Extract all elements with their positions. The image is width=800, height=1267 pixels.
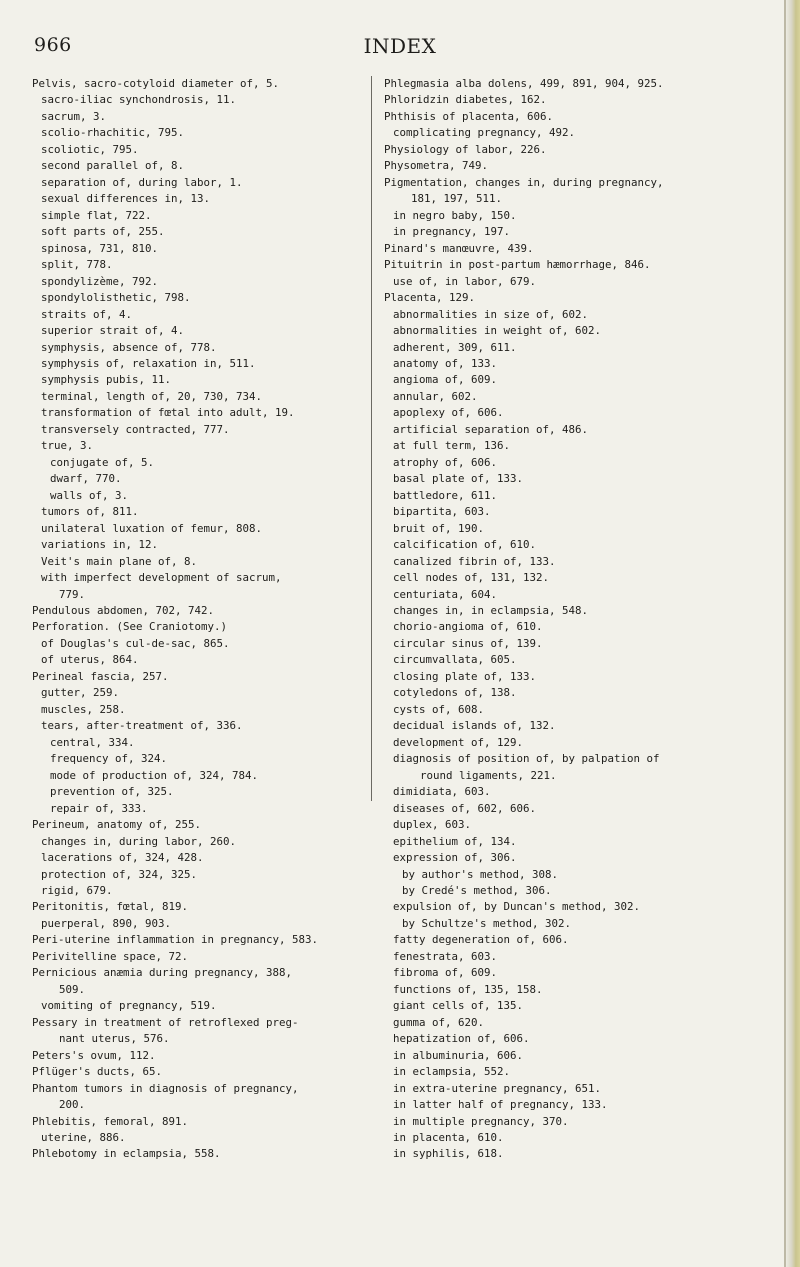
index-entry: unilateral luxation of femur, 808. (41, 521, 263, 535)
index-entry: 509. (59, 982, 86, 996)
index-entry: symphysis, absence of, 778. (41, 340, 217, 354)
index-entry: circumvallata, 605. (393, 653, 517, 667)
index-entry: battledore, 611. (393, 488, 498, 502)
index-entry: Perivitelline space, 72. (32, 949, 189, 963)
index-entry: 200. (59, 1098, 86, 1112)
index-entry: centuriata, 604. (393, 587, 498, 601)
index-entry: fenestrata, 603. (393, 949, 498, 963)
index-entry: variations in, 12. (41, 538, 159, 552)
index-entry: in albuminuria, 606. (393, 1048, 524, 1062)
index-entry: complicating pregnancy, 492. (393, 126, 576, 140)
index-entry: changes in, in eclampsia, 548. (393, 604, 589, 617)
index-entry: Physiology of labor, 226. (384, 142, 547, 156)
index-column-left (32, 76, 372, 1163)
index-entry: circular sinus of, 139. (393, 636, 543, 650)
index-entry: 181, 197, 511. (411, 192, 503, 206)
index-entry: angioma of, 609. (393, 373, 498, 387)
index-entry: anatomy of, 133. (393, 356, 498, 370)
index-entry: atrophy of, 606. (393, 455, 498, 469)
index-entry: in syphilis, 618. (393, 1147, 504, 1161)
index-entry: tumors of, 811. (41, 505, 139, 519)
index-entry: cysts of, 608. (393, 702, 485, 716)
index-entry: basal plate of, 133. (393, 472, 524, 486)
index-entry: in negro baby, 150. (393, 208, 517, 222)
index-entry: annular, 602. (393, 389, 478, 403)
index-entry: cotyledons of, 138. (393, 686, 517, 700)
index-entry: fatty degeneration of, 606. (393, 933, 569, 947)
index-entry: closing plate of, 133. (393, 669, 537, 683)
index-entry: scolio-rhachitic, 795. (41, 126, 185, 140)
index-entry: in pregnancy, 197. (393, 225, 511, 239)
index-entry: Phlegmasia alba dolens, 499, 891, 904, 925. (384, 77, 664, 90)
index-entry: vomiting of pregnancy, 519. (41, 999, 217, 1013)
index-entry: use of, in labor, 679. (393, 274, 537, 288)
index-entry: scoliotic, 795. (41, 142, 139, 156)
index-entry: calcification of, 610. (393, 538, 537, 552)
index-entry: dwarf, 770. (50, 472, 122, 486)
index-entry: giant cells of, 135. (393, 999, 524, 1013)
index-entry: apoplexy of, 606. (393, 406, 504, 420)
index-entry: prevention of, 325. (50, 785, 174, 799)
index-entry: Veit's main plane of, 8. (41, 554, 198, 568)
index-entry: changes in, during labor, 260. (41, 834, 237, 848)
index-entry: separation of, during labor, 1. (41, 175, 243, 189)
index-entry: Phthisis of placenta, 606. (384, 109, 554, 123)
index-entry: tears, after-treatment of, 336. (41, 719, 243, 733)
index-entry: in extra-uterine pregnancy, 651. (393, 1081, 602, 1095)
page-header (0, 34, 800, 64)
index-entry: Pelvis, sacro-cotyloid diameter of, 5. (32, 77, 280, 90)
index-entry: true, 3. (41, 439, 94, 453)
index-entry: duplex, 603. (393, 818, 472, 832)
index-entry: in placenta, 610. (393, 1131, 504, 1144)
index-entry: Peters's ovum, 112. (32, 1048, 156, 1062)
index-entry: Phlebotomy in eclampsia, 558. (32, 1147, 221, 1161)
page-binding-edge (786, 0, 800, 1267)
index-entry: symphysis of, relaxation in, 511. (41, 356, 256, 370)
index-entry: Placenta, 129. (384, 291, 476, 305)
index-entry: in multiple pregnancy, 370. (393, 1114, 569, 1128)
index-entry: terminal, length of, 20, 730, 734. (41, 389, 263, 403)
index-entry: dimidiata, 603. (393, 785, 491, 799)
index-entry: Pernicious anæmia during pregnancy, 388, (32, 966, 293, 980)
index-entry: Pendulous abdomen, 702, 742. (32, 604, 215, 617)
index-entry: abnormalities in weight of, 602. (393, 324, 602, 338)
index-column-right (384, 76, 734, 1163)
index-entry: frequency of, 324. (50, 752, 168, 766)
index-entry: Perineum, anatomy of, 255. (32, 818, 202, 832)
index-entry: conjugate of, 5. (50, 455, 155, 469)
index-entry: simple flat, 722. (41, 208, 152, 222)
index-entry: decidual islands of, 132. (393, 719, 556, 733)
index-entry: Phlebitis, femoral, 891. (32, 1114, 189, 1128)
index-entry: walls of, 3. (50, 488, 129, 502)
index-entry: by Schultze's method, 302. (402, 916, 572, 930)
index-entry: second parallel of, 8. (41, 159, 185, 173)
index-entry: sexual differences in, 13. (41, 192, 211, 206)
index-entry: spinosa, 731, 810. (41, 241, 159, 255)
index-entry: fibroma of, 609. (393, 966, 498, 980)
index-entry: spondylolisthetic, 798. (41, 291, 191, 305)
index-entry: Pigmentation, changes in, during pregnancy, (384, 175, 664, 189)
index-entry: transversely contracted, 777. (41, 422, 230, 436)
index-entry: uterine, 886. (41, 1131, 126, 1144)
index-entry: Phantom tumors in diagnosis of pregnancy, (32, 1081, 299, 1095)
index-entry: Phloridzin diabetes, 162. (384, 93, 547, 107)
page-number: 966 (34, 34, 72, 56)
index-entry: adherent, 309, 611. (393, 340, 517, 354)
index-entry: sacro-iliac synchondrosis, 11. (41, 93, 237, 107)
index-entry: in latter half of pregnancy, 133. (393, 1098, 608, 1112)
index-entry: with imperfect development of sacrum, (41, 571, 282, 585)
index-entry: soft parts of, 255. (41, 225, 165, 239)
index-entry: canalized fibrin of, 133. (393, 554, 556, 568)
index-entry: superior strait of, 4. (41, 324, 185, 338)
index-entry: 779. (59, 587, 86, 601)
index-entry: abnormalities in size of, 602. (393, 307, 589, 321)
index-entry: Pessary in treatment of retroflexed preg- (32, 1015, 299, 1029)
index-entry: repair of, 333. (50, 801, 148, 815)
index-entry: bipartita, 603. (393, 505, 491, 519)
index-entry: split, 778. (41, 258, 113, 272)
index-entry: gumma of, 620. (393, 1015, 485, 1029)
index-entry: by author's method, 308. (402, 867, 559, 881)
index-entry: rigid, 679. (41, 883, 113, 897)
index-entry: Peri-uterine inflammation in pregnancy, 583. (32, 933, 319, 947)
index-entry: symphysis pubis, 11. (41, 373, 172, 387)
index-entry: Perforation. (See Craniotomy.) (32, 620, 228, 634)
index-entry: Physometra, 749. (384, 159, 489, 173)
index-entry: gutter, 259. (41, 686, 120, 700)
index-entry: nant uterus, 576. (59, 1032, 170, 1046)
index-entry: diagnosis of position of, by palpation of (393, 752, 660, 766)
index-entry: expression of, 306. (393, 851, 517, 865)
index-entry: functions of, 135, 158. (393, 982, 543, 996)
index-entry: round ligaments, 221. (420, 768, 557, 782)
page-title: INDEX (363, 34, 437, 58)
index-entry: spondylizème, 792. (41, 274, 159, 288)
index-entry: bruit of, 190. (393, 521, 485, 535)
index-entry: Pflüger's ducts, 65. (32, 1065, 163, 1079)
index-entry: transformation of fœtal into adult, 19. (41, 406, 295, 420)
index-entry: of Douglas's cul-de-sac, 865. (41, 636, 230, 650)
index-entry: chorio-angioma of, 610. (393, 620, 543, 634)
index-entry: sacrum, 3. (41, 109, 107, 123)
index-entry: puerperal, 890, 903. (41, 916, 172, 930)
index-entry: protection of, 324, 325. (41, 867, 198, 881)
index-entry: Peritonitis, fœtal, 819. (32, 900, 189, 914)
index-entry: epithelium of, 134. (393, 834, 517, 848)
index-entry: Perineal fascia, 257. (32, 669, 169, 683)
index-entry: Pinard's manœuvre, 439. (384, 241, 534, 255)
index-entry: of uterus, 864. (41, 653, 139, 667)
index-entry: muscles, 258. (41, 702, 126, 716)
index-entry: lacerations of, 324, 428. (41, 851, 204, 865)
index-entry: at full term, 136. (393, 439, 511, 453)
index-entry: development of, 129. (393, 735, 524, 749)
index-entry: mode of production of, 324, 784. (50, 768, 259, 782)
index-entry: expulsion of, by Duncan's method, 302. (393, 900, 641, 914)
index-entry: central, 334. (50, 735, 135, 749)
index-entry: hepatization of, 606. (393, 1032, 530, 1046)
index-entry: artificial separation of, 486. (393, 422, 589, 436)
index-entry: diseases of, 602, 606. (393, 801, 537, 815)
column-divider (371, 76, 372, 801)
index-entry: by Credé's method, 306. (402, 883, 552, 897)
index-entry: cell nodes of, 131, 132. (393, 571, 550, 585)
index-entry: in eclampsia, 552. (393, 1065, 511, 1079)
index-entry: straits of, 4. (41, 307, 133, 321)
index-entry: Pituitrin in post-partum hæmorrhage, 846. (384, 258, 651, 272)
